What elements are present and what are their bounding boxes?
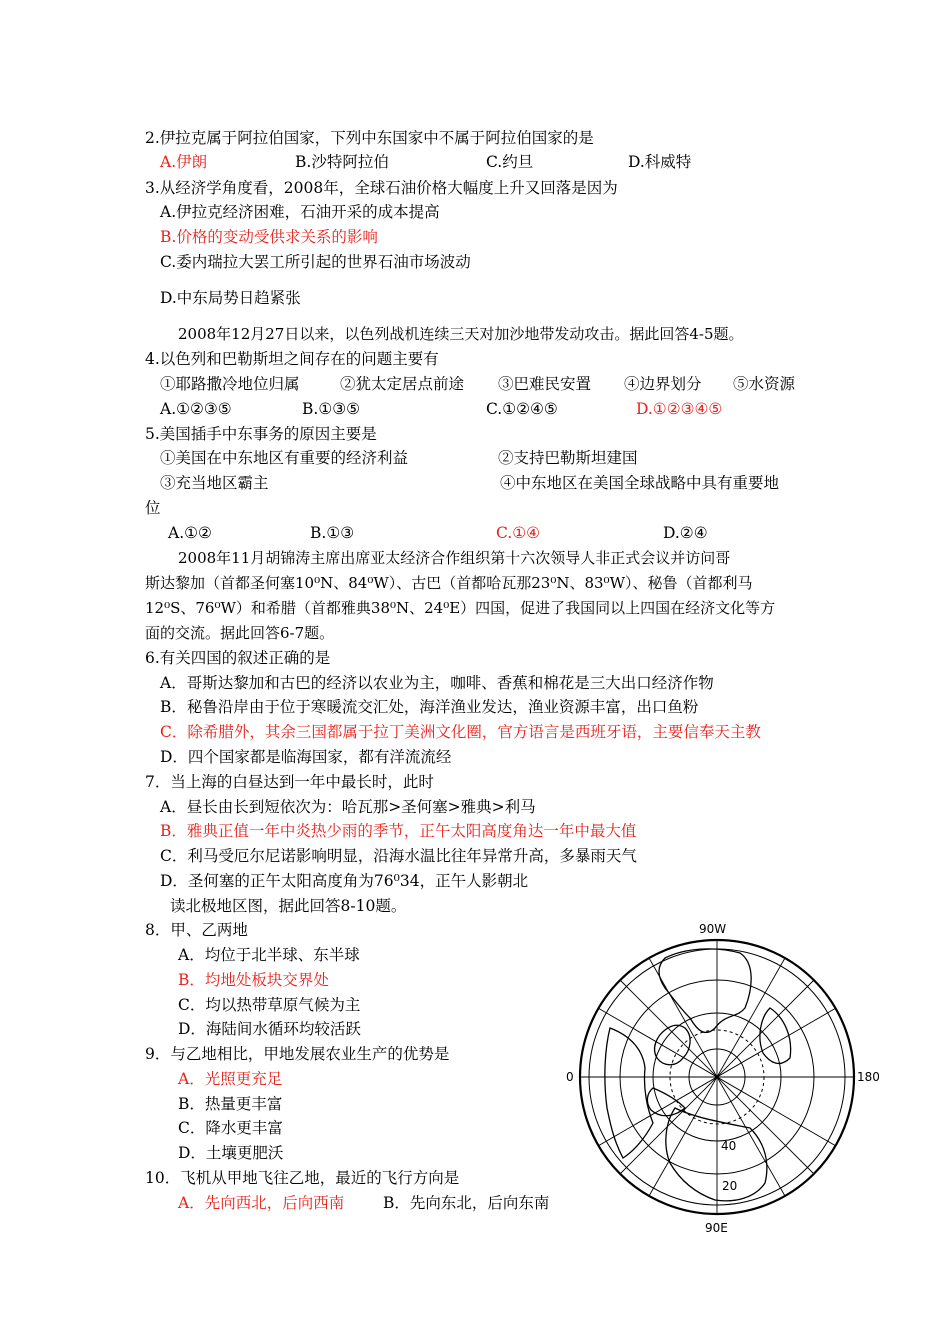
intro-6-7-line2: 斯达黎加（首都圣何塞10⁰N、84⁰W）、古巴（首都哈瓦那23⁰N、83⁰W）、秘鲁（首都利马: [145, 574, 753, 592]
map-label-lat-40: 40: [721, 1139, 737, 1153]
map-land-asia: [666, 1108, 767, 1201]
q3-option-c: C.委内瑞拉大罢工所引起的世界石油市场波动: [160, 253, 471, 271]
q4-item-3: ③巴难民安置: [498, 375, 592, 393]
q9-option-b: B．热量更丰富: [178, 1095, 283, 1113]
q7-option-b: B．雅典正值一年中炎热少雨的季节，正午太阳高度角达一年中最大值: [160, 822, 637, 840]
q4-stem: 4.以色列和巴勒斯坦之间存在的问题主要有: [145, 350, 439, 368]
map-label-90e: 90E: [705, 1221, 728, 1235]
q9-stem: 9．与乙地相比，甲地发展农业生产的优势是: [145, 1045, 450, 1063]
q6-option-b: B．秘鲁沿岸由于位于寒暖流交汇处，海洋渔业发达，渔业资源丰富，出口鱼粉: [160, 698, 699, 716]
q3-option-a: A.伊拉克经济困难，石油开采的成本提高: [160, 203, 440, 221]
q4-item-4: ④边界划分: [624, 375, 702, 393]
q10-stem: 10．飞机从甲地飞往乙地，最近的飞行方向是: [145, 1169, 460, 1187]
arctic-polar-map: [565, 918, 887, 1236]
q5-item-1: ①美国在中东地区有重要的经济利益: [160, 449, 409, 467]
map-land-europe-africa: [605, 1028, 653, 1158]
q8-option-d: D．海陆间水循环均较活跃: [178, 1020, 361, 1038]
q3-option-b: B.价格的变动受供求关系的影响: [160, 228, 378, 246]
q9-option-a: A．光照更充足: [178, 1070, 283, 1088]
intro-6-7-line4: 面的交流。据此回答6-7题。: [145, 624, 335, 642]
map-label-180: 180: [857, 1070, 880, 1084]
q5-option-d: D.②④: [663, 524, 708, 542]
q9-option-d: D．土壤更肥沃: [178, 1144, 284, 1162]
q8-option-a: A．均位于北半球、东半球: [178, 946, 360, 964]
q4-item-2: ②犹太定居点前途: [340, 375, 465, 393]
map-label-lat-20: 20: [722, 1179, 738, 1193]
q6-option-d: D．四个国家都是临海国家，都有洋流流经: [160, 748, 452, 766]
q4-option-d: D.①②③④⑤: [636, 400, 723, 418]
q6-option-c: C．除希腊外，其余三国都属于拉丁美洲文化圈，官方语言是西班牙语，主要信奉天主教: [160, 723, 761, 741]
intro-8-10: 读北极地区图，据此回答8-10题。: [170, 897, 407, 915]
q2-option-a: A.伊朗: [160, 153, 208, 171]
map-meridians: [580, 940, 854, 1214]
q6-option-a: A．哥斯达黎加和古巴的经济以农业为主，咖啡、香蕉和棉花是三大出口经济作物: [160, 674, 714, 692]
q5-stem: 5.美国插手中东事务的原因主要是: [145, 425, 377, 443]
q7-stem: 7．当上海的白昼达到一年中最长时，此时: [145, 773, 434, 791]
q9-option-c: C．降水更丰富: [178, 1119, 283, 1137]
map-land-eurasia-north: [647, 1088, 685, 1116]
q4-option-b: B.①③⑤: [302, 400, 361, 418]
q5-item-4-cont: 位: [145, 499, 161, 517]
q4-option-c: C.①②④⑤: [486, 400, 558, 418]
q3-option-d: D.中东局势日趋紧张: [160, 289, 301, 307]
q8-option-c: C．均以热带草原气候为主: [178, 996, 361, 1014]
intro-4-5: 2008年12月27日以来，以色列战机连续三天对加沙地带发动攻击。据此回答4-5题。: [178, 325, 744, 343]
q5-option-b: B.①③: [310, 524, 355, 542]
q2-option-d: D.科威特: [628, 153, 692, 171]
q3-stem: 3.从经济学角度看，2008年，全球石油价格大幅度上升又回落是因为: [145, 179, 618, 197]
q7-option-d: D．圣何塞的正午太阳高度角为76⁰34，正午人影朝北: [160, 872, 529, 890]
q4-item-5: ⑤水资源: [733, 375, 796, 393]
q4-item-1: ①耶路撒冷地位归属: [160, 375, 300, 393]
q7-option-a: A．昼长由长到短依次为：哈瓦那>圣何塞>雅典>利马: [160, 798, 536, 816]
q5-option-a: A.①②: [168, 524, 212, 542]
q2-option-c: C.约旦: [486, 153, 534, 171]
q10-option-a: A．先向西北，后向西南: [178, 1194, 345, 1212]
q10-option-b: B．先向东北，后向东南: [383, 1194, 550, 1212]
q7-option-c: C．利马受厄尔尼诺影响明显，沿海水温比往年异常升高，多暴雨天气: [160, 847, 637, 865]
q2-option-b: B.沙特阿拉伯: [295, 153, 389, 171]
q2-stem: 2.伊拉克属于阿拉伯国家，下列中东国家中不属于阿拉伯国家的是: [145, 129, 594, 147]
q5-item-2: ②支持巴勒斯坦建国: [498, 449, 638, 467]
map-label-90w: 90W: [699, 922, 727, 936]
map-label-0: 0: [566, 1070, 574, 1084]
intro-6-7-line3: 12⁰S、76⁰W）和希腊（首都雅典38⁰N、24⁰E）四国，促进了我国同以上四国在经济文化等方: [145, 599, 776, 617]
q6-stem: 6.有关四国的叙述正确的是: [145, 649, 331, 667]
q5-item-4: ④中东地区在美国全球战略中具有重要地: [500, 474, 780, 492]
q8-option-b: B．均地处板块交界处: [178, 971, 329, 989]
q4-option-a: A.①②③⑤: [160, 400, 232, 418]
intro-6-7-line1: 2008年11月胡锦涛主席出席亚太经济合作组织第十六次领导人非正式会议并访问哥: [178, 549, 731, 567]
map-land-alaska: [760, 1008, 791, 1063]
q5-option-c: C.①④: [496, 524, 541, 542]
q5-item-3: ③充当地区霸主: [160, 474, 269, 492]
q8-stem: 8．甲、乙两地: [145, 921, 248, 939]
